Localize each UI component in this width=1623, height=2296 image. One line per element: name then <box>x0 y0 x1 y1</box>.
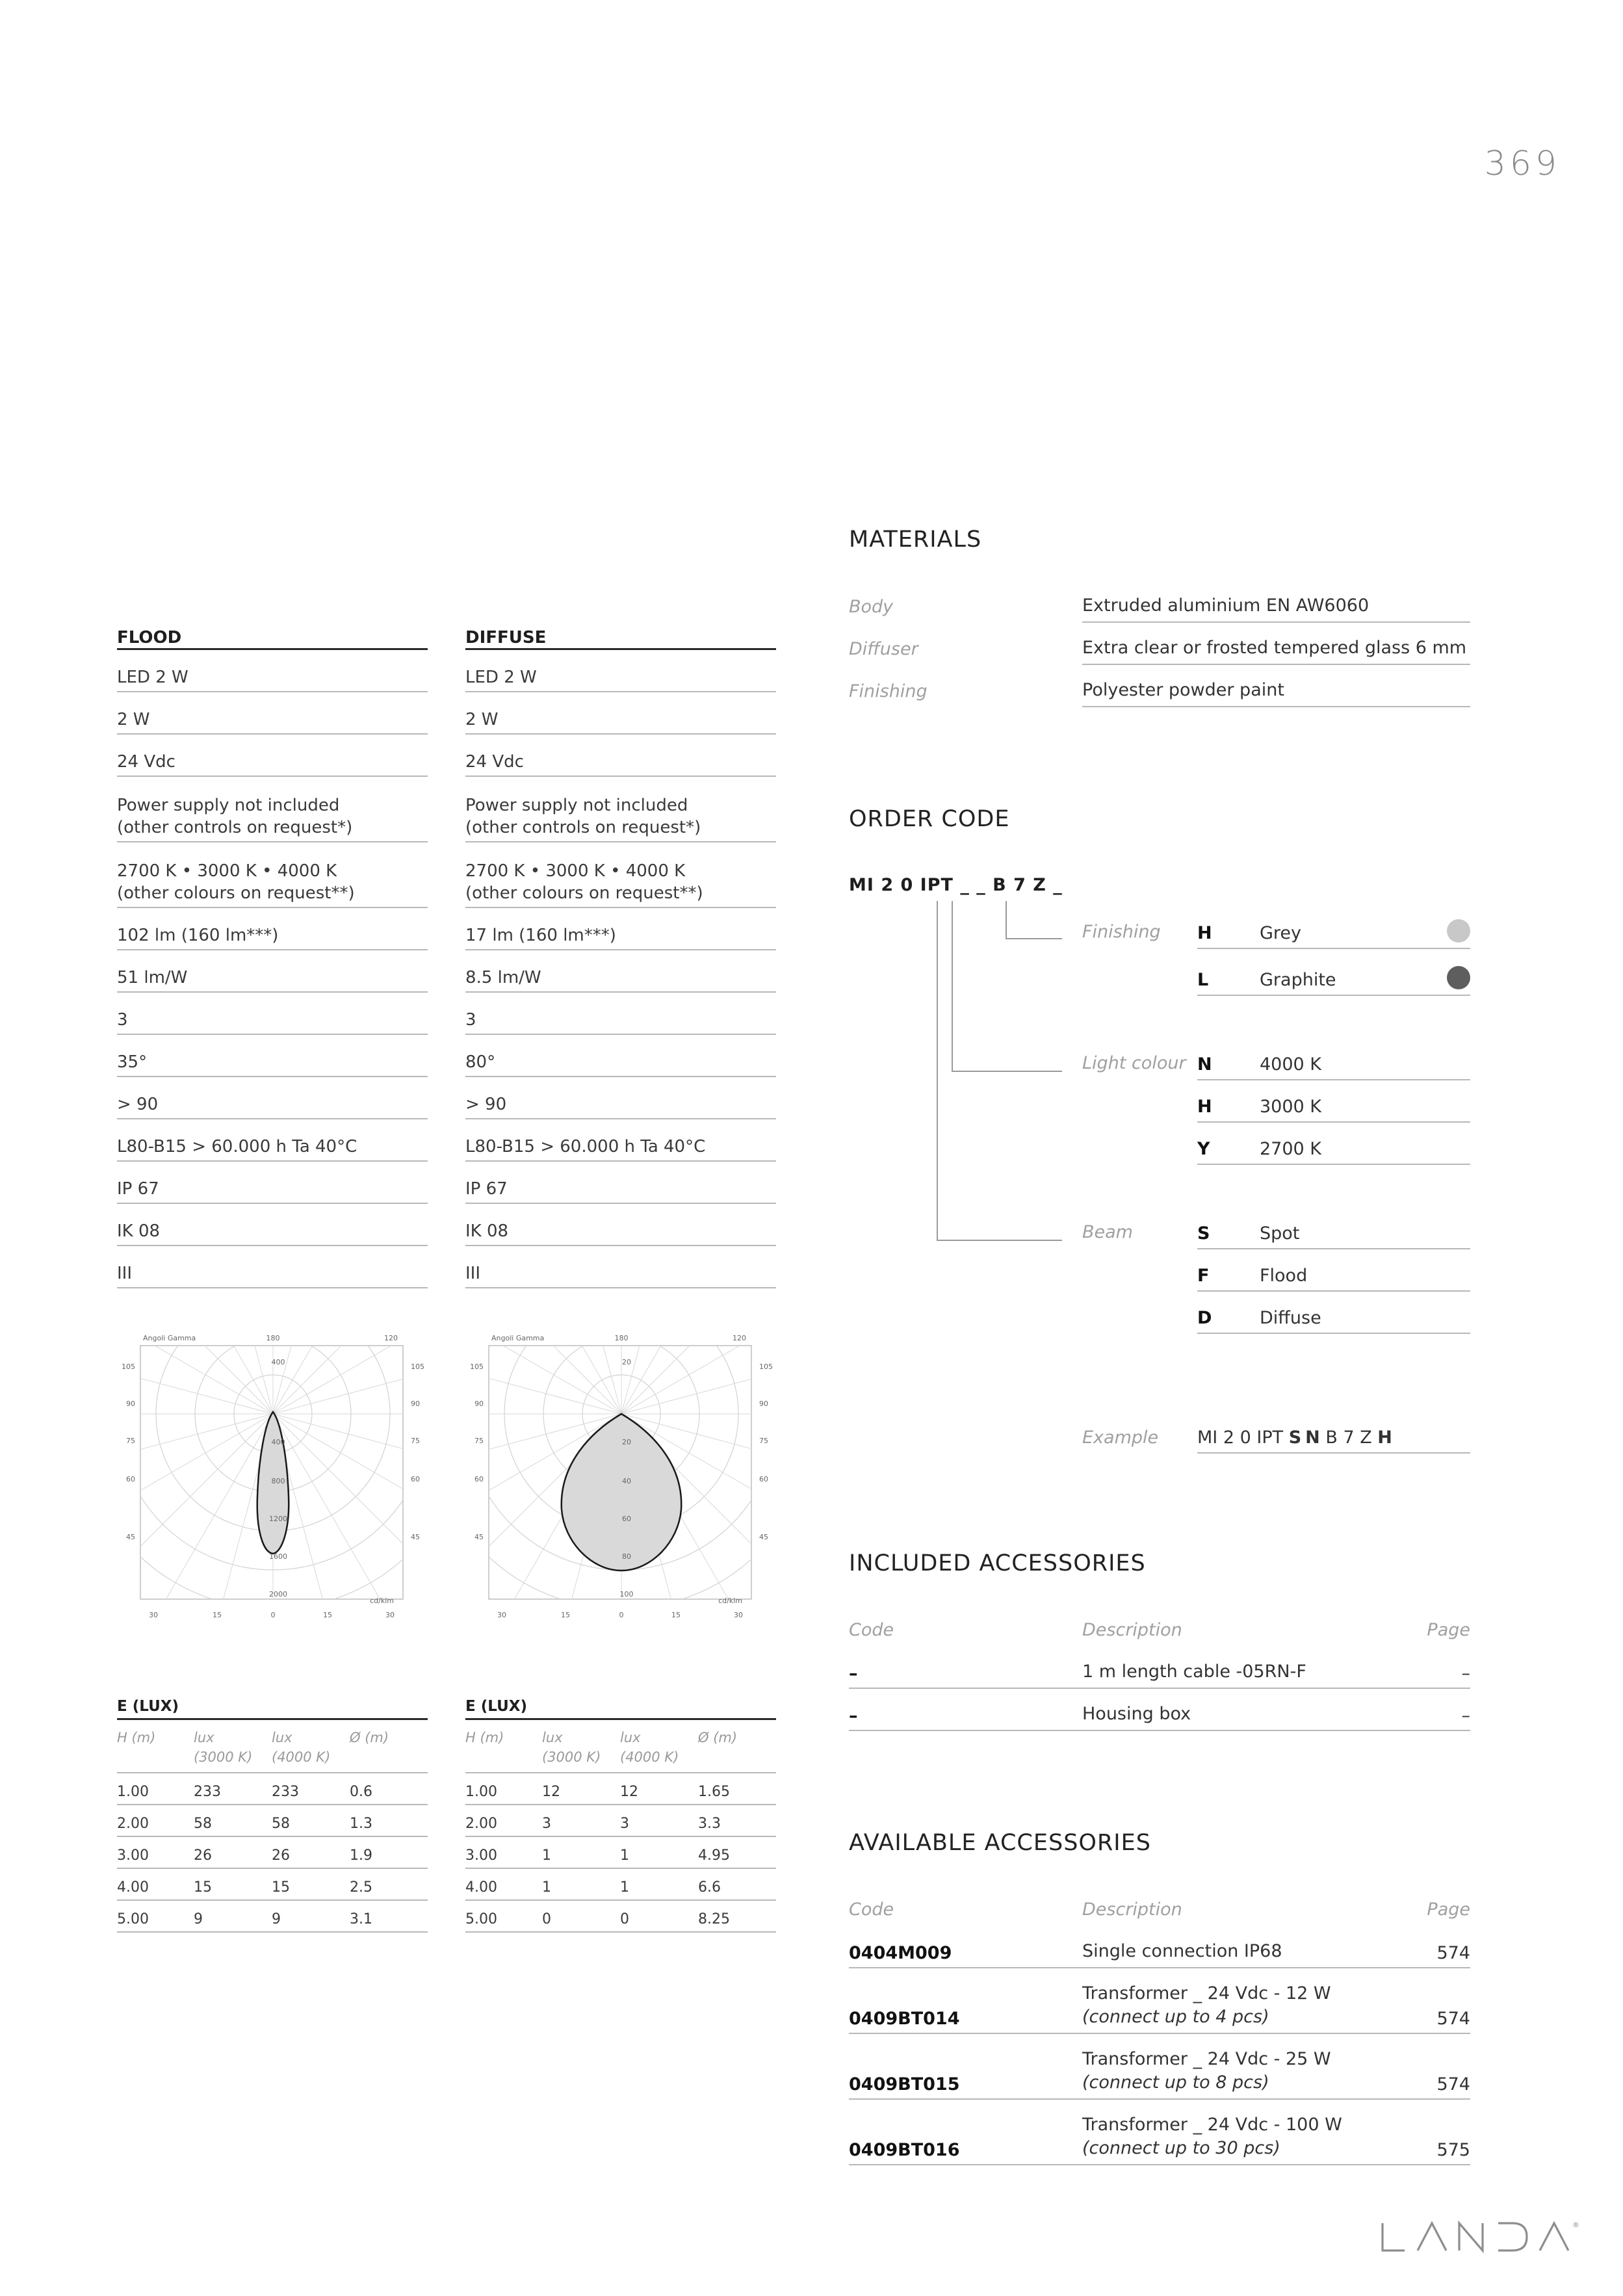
elux-header-diameter: Ø (m) <box>350 1730 389 1745</box>
finishing-option-graphite <box>1197 969 1470 996</box>
elux-row <box>117 1901 428 1933</box>
elux-cell: 1 <box>620 1847 629 1864</box>
option-desc: 2700 K <box>1260 1139 1322 1159</box>
polar-side-label: 60 <box>759 1475 768 1483</box>
polar-scale-label: 20 <box>622 1438 631 1446</box>
light-colour-option-2700 <box>1197 1138 1470 1165</box>
option-desc: Grey <box>1260 923 1302 943</box>
polar-scale-label: 1600 <box>269 1552 287 1561</box>
accessory-page: 574 <box>1436 2009 1470 2029</box>
polar-bottom-label: 30 <box>385 1611 395 1619</box>
spec-row: 17 lm (160 lm***) <box>465 908 776 950</box>
polar-side-label: 45 <box>474 1533 484 1541</box>
brand-logo <box>1379 2218 1587 2260</box>
elux-cell: 1 <box>620 1879 629 1896</box>
elux-row <box>117 1869 428 1901</box>
beam-option-diffuse <box>1197 1307 1470 1334</box>
polar-bottom-label: 15 <box>213 1611 222 1619</box>
elux-cell: 0 <box>542 1911 551 1927</box>
elux-cell: 1.3 <box>350 1816 372 1832</box>
accessory-description: Transformer _ 24 Vdc - 12 W <box>1082 1983 1331 2003</box>
elux-header-diameter: Ø (m) <box>698 1730 738 1745</box>
polar-side-label: 90 <box>474 1400 484 1408</box>
spec-row: IP 67 <box>117 1162 428 1204</box>
polar-bottom-label: 30 <box>149 1611 158 1619</box>
elux-cell: 9 <box>194 1911 203 1927</box>
elux-title: E (LUX) <box>465 1698 776 1720</box>
polar-side-label: 75 <box>126 1437 135 1445</box>
spec-row: III <box>117 1246 428 1288</box>
accessory-code: 0404M009 <box>849 1943 952 1963</box>
spec-row: > 90 <box>117 1077 428 1119</box>
elux-cell: 1.65 <box>698 1784 730 1800</box>
elux-row <box>465 1805 776 1837</box>
spec-row: 3 <box>465 993 776 1035</box>
polar-side-label: 90 <box>759 1400 768 1408</box>
option-desc: Graphite <box>1260 970 1336 990</box>
flood-polar-diagram <box>121 1327 424 1626</box>
spec-row: 35° <box>117 1035 428 1077</box>
light-colour-label: Light colour <box>1082 1053 1186 1073</box>
elux-title: E (LUX) <box>117 1698 428 1720</box>
elux-header-height: H (m) <box>465 1730 504 1745</box>
material-value-diffuser: Extra clear or frosted tempered glass 6 mm <box>1082 638 1470 665</box>
diffuse-polar-diagram <box>469 1327 773 1626</box>
example-prefix: MI 2 0 IPT <box>1197 1428 1289 1448</box>
polar-side-label: 105 <box>122 1363 135 1371</box>
header-description: Description <box>1082 1899 1182 1920</box>
example-code-text <box>1197 1428 1392 1448</box>
elux-cell: 2.00 <box>465 1816 497 1832</box>
polar-scale-label: 60 <box>622 1515 631 1523</box>
accessory-description-block <box>1082 1982 1331 2029</box>
spec-row: III <box>465 1246 776 1288</box>
elux-row <box>117 1805 428 1837</box>
option-desc: 3000 K <box>1260 1097 1322 1117</box>
spec-row: LED 2 W <box>465 650 776 692</box>
polar-scale-label: 40 <box>622 1477 631 1485</box>
option-letter: L <box>1197 970 1209 990</box>
light-distribution-curve <box>562 1414 681 1571</box>
polar-side-label: 105 <box>470 1363 484 1371</box>
spec-row: 24 Vdc <box>117 735 428 777</box>
graphite-swatch <box>1447 966 1470 989</box>
polar-scale-label: 20 <box>622 1358 631 1366</box>
elux-row <box>465 1837 776 1869</box>
elux-row <box>117 1837 428 1869</box>
elux-rows <box>465 1773 776 1933</box>
polar-side-label: 45 <box>759 1533 768 1541</box>
finishing-label: Finishing <box>1082 922 1161 942</box>
polar-side-label: 45 <box>411 1533 420 1541</box>
elux-cell: 233 <box>272 1784 299 1800</box>
polar-side-label: 45 <box>126 1533 135 1541</box>
polar-bottom-label: 15 <box>323 1611 332 1619</box>
page-number: 369 <box>1484 144 1561 183</box>
elux-cell: 26 <box>194 1847 212 1864</box>
included-accessory-row <box>849 1700 1470 1731</box>
polar-bottom-label: 15 <box>671 1611 681 1619</box>
elux-cell: 3.00 <box>465 1847 497 1864</box>
elux-cell: 3.3 <box>698 1816 721 1832</box>
option-letter: H <box>1197 923 1212 943</box>
spec-row: L80-B15 > 60.000 h Ta 40°C <box>117 1119 428 1162</box>
polar-side-label: 60 <box>474 1475 484 1483</box>
polar-side-label: 90 <box>411 1400 420 1408</box>
light-colour-option-3000 <box>1197 1095 1470 1123</box>
order-code-connector-lines <box>910 896 1066 1247</box>
polar-title: Angoli Gamma <box>491 1334 545 1342</box>
beam-option-flood <box>1197 1264 1470 1292</box>
spec-row: 51 lm/W <box>117 950 428 993</box>
option-letter: D <box>1197 1308 1212 1328</box>
elux-header-lux-4000: lux (4000 K) <box>620 1730 679 1765</box>
spec-row: 102 lm (160 lm***) <box>117 908 428 950</box>
included-accessories-header <box>849 1620 1470 1643</box>
polar-title: Angoli Gamma <box>143 1334 196 1342</box>
example-label: Example <box>1082 1428 1159 1448</box>
spec-row: 2700 K • 3000 K • 4000 K (other colours on request**) <box>465 842 776 908</box>
accessory-description-block <box>1082 2048 1331 2094</box>
diffuse-spec-column <box>465 623 776 1288</box>
spec-row: Power supply not included (other controls on request*) <box>465 777 776 842</box>
available-accessory-row <box>849 2111 1470 2165</box>
option-desc: Spot <box>1260 1223 1300 1244</box>
elux-cell: 233 <box>194 1784 221 1800</box>
elux-cell: 2.00 <box>117 1816 149 1832</box>
header-page: Page <box>1427 1620 1470 1640</box>
elux-cell: 5.00 <box>117 1911 149 1927</box>
option-desc: Flood <box>1260 1266 1308 1286</box>
header-page: Page <box>1427 1899 1470 1920</box>
accessory-code: 0409BT014 <box>849 2009 960 2029</box>
brand-name: LANDA <box>1379 2218 1381 2219</box>
example-mid: B 7 Z <box>1319 1428 1378 1448</box>
polar-top-angle: 180 <box>266 1334 280 1342</box>
accessory-description: 1 m length cable -05RN-F <box>1082 1662 1306 1682</box>
accessory-description: Single connection IP68 <box>1082 1941 1282 1961</box>
flood-spec-column <box>117 623 428 1288</box>
accessory-page: 574 <box>1436 2074 1470 2094</box>
material-value-finishing: Polyester powder paint <box>1082 680 1470 707</box>
header-code: Code <box>849 1899 894 1920</box>
accessory-page: – <box>1461 1706 1470 1726</box>
spec-row: 2 W <box>117 692 428 735</box>
polar-scale-label: 100 <box>619 1590 634 1598</box>
spec-row: IP 67 <box>465 1162 776 1204</box>
polar-scale-label: 2000 <box>269 1590 287 1598</box>
included-accessory-row <box>849 1658 1470 1689</box>
polar-unit: cd/klm <box>370 1597 394 1605</box>
accessory-page: 575 <box>1436 2140 1470 2160</box>
elux-header-lux-3000: lux (3000 K) <box>194 1730 253 1765</box>
polar-top-angle: 180 <box>614 1334 629 1342</box>
elux-cell: 9 <box>272 1911 281 1927</box>
accessory-description: Housing box <box>1082 1704 1191 1724</box>
elux-row <box>465 1901 776 1933</box>
spec-row: IK 08 <box>117 1204 428 1246</box>
polar-side-label: 60 <box>126 1475 135 1483</box>
available-accessory-row <box>849 2045 1470 2100</box>
spec-row: Power supply not included (other controls on request*) <box>117 777 428 842</box>
polar-bottom-label: 0 <box>619 1611 624 1619</box>
elux-cell: 1 <box>542 1879 551 1896</box>
material-label-diffuser: Diffuser <box>849 639 918 659</box>
available-accessory-row <box>849 1937 1470 1968</box>
polar-top-angle: 120 <box>733 1334 746 1342</box>
diffuse-illuminance-table <box>465 1698 776 1933</box>
example-finishing: H <box>1377 1428 1392 1448</box>
materials-title: MATERIALS <box>849 527 982 553</box>
accessory-note: (connect up to 30 pcs) <box>1082 2138 1280 2158</box>
flood-spec-rows <box>117 650 428 1288</box>
accessory-description: Transformer _ 24 Vdc - 100 W <box>1082 2115 1342 2135</box>
elux-cell: 3 <box>542 1816 551 1832</box>
polar-bottom-label: 15 <box>561 1611 570 1619</box>
accessory-note: (connect up to 4 pcs) <box>1082 2007 1269 2027</box>
material-label-body: Body <box>849 597 894 617</box>
spec-row: 3 <box>117 993 428 1035</box>
elux-cell: 4.00 <box>465 1879 497 1896</box>
spec-row: 2 W <box>465 692 776 735</box>
polar-side-label: 75 <box>474 1437 484 1445</box>
order-code-title: ORDER CODE <box>849 806 1010 832</box>
option-desc: 4000 K <box>1260 1054 1322 1075</box>
material-value-body: Extruded aluminium EN AW6060 <box>1082 595 1470 623</box>
accessory-code: – <box>849 1706 858 1726</box>
polar-scale-label: 400 <box>271 1438 285 1446</box>
spec-row: L80-B15 > 60.000 h Ta 40°C <box>465 1119 776 1162</box>
polar-scale-label: 80 <box>622 1552 631 1561</box>
elux-cell: 5.00 <box>465 1911 497 1927</box>
polar-side-label: 90 <box>126 1400 135 1408</box>
elux-header-lux-4000: lux (4000 K) <box>272 1730 331 1765</box>
accessory-note: (connect up to 8 pcs) <box>1082 2072 1269 2093</box>
spec-row: IK 08 <box>465 1204 776 1246</box>
spec-row: 80° <box>465 1035 776 1077</box>
option-letter: N <box>1197 1054 1212 1075</box>
polar-scale-label: 400 <box>271 1358 285 1366</box>
beam-option-spot <box>1197 1222 1470 1249</box>
option-letter: F <box>1197 1266 1210 1286</box>
elux-cell: 3 <box>620 1816 629 1832</box>
polar-side-label: 75 <box>759 1437 768 1445</box>
polar-side-label: 105 <box>759 1363 773 1371</box>
available-accessories-header <box>849 1899 1470 1923</box>
accessory-code: 0409BT015 <box>849 2074 960 2094</box>
flood-header: FLOOD <box>117 623 428 650</box>
elux-cell: 12 <box>542 1784 560 1800</box>
polar-bottom-label: 0 <box>270 1611 276 1619</box>
elux-cell: 3.1 <box>350 1911 372 1927</box>
elux-cell: 1.9 <box>350 1847 372 1864</box>
grey-swatch <box>1447 919 1470 943</box>
diffuse-header: DIFFUSE <box>465 623 776 650</box>
accessory-description: Transformer _ 24 Vdc - 25 W <box>1082 2049 1331 2069</box>
example-beam: S <box>1288 1428 1302 1448</box>
elux-cell: 6.6 <box>698 1879 721 1896</box>
elux-header-lux-3000: lux (3000 K) <box>542 1730 601 1765</box>
elux-cell: 15 <box>194 1879 212 1896</box>
spec-row: > 90 <box>465 1077 776 1119</box>
example-colour: N <box>1305 1428 1320 1448</box>
spec-row: 2700 K • 3000 K • 4000 K (other colours on request**) <box>117 842 428 908</box>
accessory-page: 574 <box>1436 1943 1470 1963</box>
header-description: Description <box>1082 1620 1182 1640</box>
elux-header-row <box>117 1720 428 1773</box>
header-code: Code <box>849 1620 894 1640</box>
polar-scale-label: 1200 <box>269 1515 287 1523</box>
option-letter: H <box>1197 1097 1212 1117</box>
elux-cell: 58 <box>272 1816 290 1832</box>
spec-row: 24 Vdc <box>465 735 776 777</box>
spec-row: LED 2 W <box>117 650 428 692</box>
available-accessories-title: AVAILABLE ACCESSORIES <box>849 1830 1151 1856</box>
order-code-string: MI 2 0 IPT _ _ B 7 Z _ <box>849 875 1063 895</box>
elux-cell: 4.95 <box>698 1847 730 1864</box>
elux-rows <box>117 1773 428 1933</box>
elux-cell: 58 <box>194 1816 212 1832</box>
elux-cell: 4.00 <box>117 1879 149 1896</box>
included-accessories-title: INCLUDED ACCESSORIES <box>849 1550 1146 1576</box>
material-label-finishing: Finishing <box>849 681 928 701</box>
finishing-option-grey <box>1197 922 1470 949</box>
option-desc: Diffuse <box>1260 1308 1321 1328</box>
example-code <box>1197 1426 1470 1454</box>
elux-cell: 12 <box>620 1784 638 1800</box>
polar-bottom-label: 30 <box>734 1611 743 1619</box>
polar-unit: cd/klm <box>718 1597 742 1605</box>
elux-cell: 1.00 <box>117 1784 149 1800</box>
elux-cell: 2.5 <box>350 1879 372 1896</box>
elux-cell: 8.25 <box>698 1911 730 1927</box>
flood-illuminance-table <box>117 1698 428 1933</box>
landa-logo-mark <box>1379 2218 1587 2257</box>
elux-cell: 1 <box>542 1847 551 1864</box>
beam-label: Beam <box>1082 1222 1133 1242</box>
diffuse-spec-rows <box>465 650 776 1288</box>
polar-side-label: 75 <box>411 1437 420 1445</box>
elux-row <box>465 1773 776 1805</box>
elux-cell: 3.00 <box>117 1847 149 1864</box>
polar-side-label: 60 <box>411 1475 420 1483</box>
polar-side-label: 105 <box>411 1363 424 1371</box>
polar-bottom-label: 30 <box>497 1611 506 1619</box>
registered-mark: ® <box>1572 2221 1579 2229</box>
accessory-code: 0409BT016 <box>849 2140 960 2160</box>
elux-header-height: H (m) <box>117 1730 156 1745</box>
elux-cell: 15 <box>272 1879 290 1896</box>
elux-row <box>117 1773 428 1805</box>
light-colour-option-4000 <box>1197 1053 1470 1080</box>
accessory-description-block <box>1082 2113 1342 2160</box>
accessory-page: – <box>1461 1663 1470 1684</box>
elux-header-row <box>465 1720 776 1773</box>
polar-scale-label: 800 <box>271 1477 285 1485</box>
accessory-code: – <box>849 1663 858 1684</box>
elux-cell: 1.00 <box>465 1784 497 1800</box>
spec-row: 8.5 lm/W <box>465 950 776 993</box>
option-letter: S <box>1197 1223 1210 1244</box>
elux-cell: 0.6 <box>350 1784 372 1800</box>
elux-cell: 26 <box>272 1847 290 1864</box>
available-accessory-row <box>849 1979 1470 2034</box>
elux-row <box>465 1869 776 1901</box>
polar-top-angle: 120 <box>384 1334 398 1342</box>
elux-cell: 0 <box>620 1911 629 1927</box>
option-letter: Y <box>1197 1139 1210 1159</box>
